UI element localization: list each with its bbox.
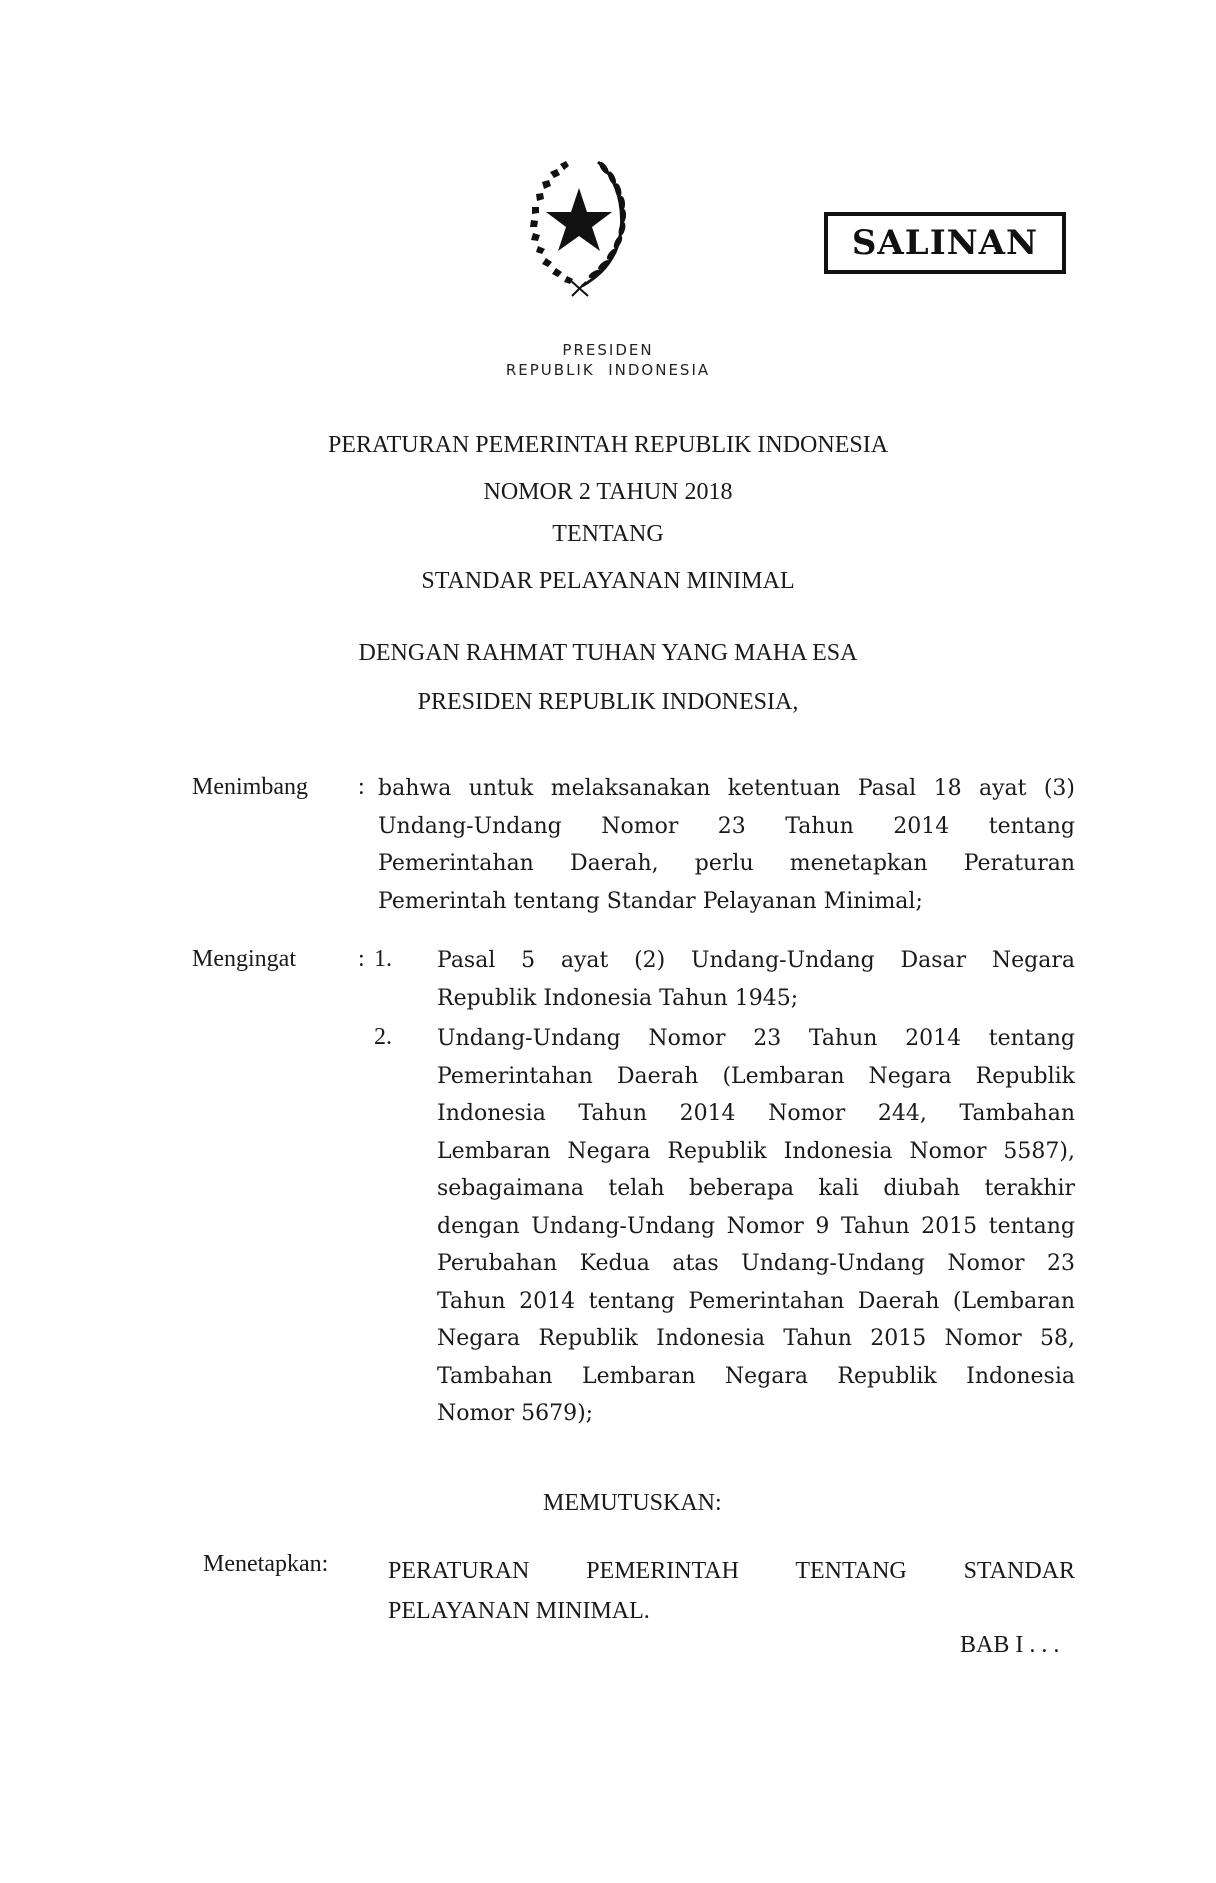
mengingat-line: Pemerintahan Daerah (Lembaran Negara Republik bbox=[437, 1063, 1075, 1089]
menetapkan-line: PELAYANAN MINIMAL. bbox=[388, 1598, 650, 1624]
mengingat-line: Pasal 5 ayat (2) Undang-Undang Dasar Negara bbox=[437, 948, 1075, 973]
menimbang-body bbox=[378, 770, 1075, 920]
mengingat-line: sebagaimana telah beberapa kali diubah terakhir bbox=[437, 1176, 1075, 1201]
menetapkan-line: PERATURAN PEMERINTAH TENTANG STANDAR bbox=[388, 1558, 1075, 1584]
menetapkan-label: Menetapkan: bbox=[203, 1551, 329, 1577]
regulation-title: PERATURAN PEMERINTAH REPUBLIK INDONESIA bbox=[327, 432, 889, 458]
regulation-number: NOMOR 2 TAHUN 2018 bbox=[483, 479, 733, 505]
mengingat-label: Mengingat bbox=[192, 946, 296, 972]
institution-line-2: REPUBLIK INDONESIA bbox=[505, 361, 711, 379]
menimbang-line: Undang-Undang Nomor 23 Tahun 2014 tentang bbox=[378, 813, 1075, 839]
mengingat-line: Indonesia Tahun 2014 Nomor 244, Tambahan bbox=[437, 1101, 1075, 1126]
page-continuation: BAB I . . . bbox=[960, 1632, 1060, 1658]
menimbang-colon: : bbox=[358, 774, 365, 800]
mengingat-colon: : bbox=[358, 946, 365, 972]
mengingat-line: Perubahan Kedua atas Undang-Undang Nomor 23 bbox=[437, 1251, 1075, 1276]
presidential-emblem-icon bbox=[520, 150, 638, 300]
issuer: PRESIDEN REPUBLIK INDONESIA, bbox=[417, 689, 799, 715]
menetapkan-body bbox=[388, 1551, 1075, 1631]
salinan-stamp bbox=[824, 212, 1066, 274]
mengingat-line: Republik Indonesia Tahun 1945; bbox=[437, 985, 799, 1011]
menimbang-label: Menimbang bbox=[192, 774, 308, 800]
mengingat-item-2 bbox=[437, 1020, 1075, 1433]
menimbang-line: bahwa untuk melaksanakan ketentuan Pasal 18 ayat (3) bbox=[378, 776, 1075, 801]
regulation-subject: STANDAR PELAYANAN MINIMAL bbox=[421, 568, 795, 594]
mengingat-line: Undang-Undang Nomor 23 Tahun 2014 tentang bbox=[437, 1026, 1075, 1051]
mengingat-item-1 bbox=[437, 942, 1075, 1017]
mengingat-line: Lembaran Negara Republik Indonesia Nomor 5587), bbox=[437, 1138, 1075, 1164]
mengingat-line: Tahun 2014 tentang Pemerintahan Daerah (Lembaran bbox=[437, 1288, 1075, 1314]
mengingat-line: dengan Undang-Undang Nomor 9 Tahun 2015 tentang bbox=[437, 1213, 1075, 1239]
institution-line-1: PRESIDEN bbox=[562, 341, 654, 359]
mengingat-line: Tambahan Lembaran Negara Republik Indonesia bbox=[437, 1363, 1075, 1389]
mengingat-line: Nomor 5679); bbox=[437, 1401, 594, 1426]
invocation: DENGAN RAHMAT TUHAN YANG MAHA ESA bbox=[358, 640, 858, 666]
mengingat-line: Negara Republik Indonesia Tahun 2015 Nomor 58, bbox=[437, 1326, 1075, 1351]
memutuskan-heading: MEMUTUSKAN: bbox=[543, 1490, 722, 1516]
menimbang-line: Pemerintah tentang Standar Pelayanan Minimal; bbox=[378, 888, 923, 914]
salinan-label: SALINAN bbox=[851, 223, 1039, 263]
mengingat-item-number: 2. bbox=[374, 1024, 392, 1050]
mengingat-item-number: 1. bbox=[374, 946, 392, 972]
regulation-about: TENTANG bbox=[552, 521, 664, 547]
menimbang-line: Pemerintahan Daerah, perlu menetapkan Peraturan bbox=[378, 851, 1075, 876]
